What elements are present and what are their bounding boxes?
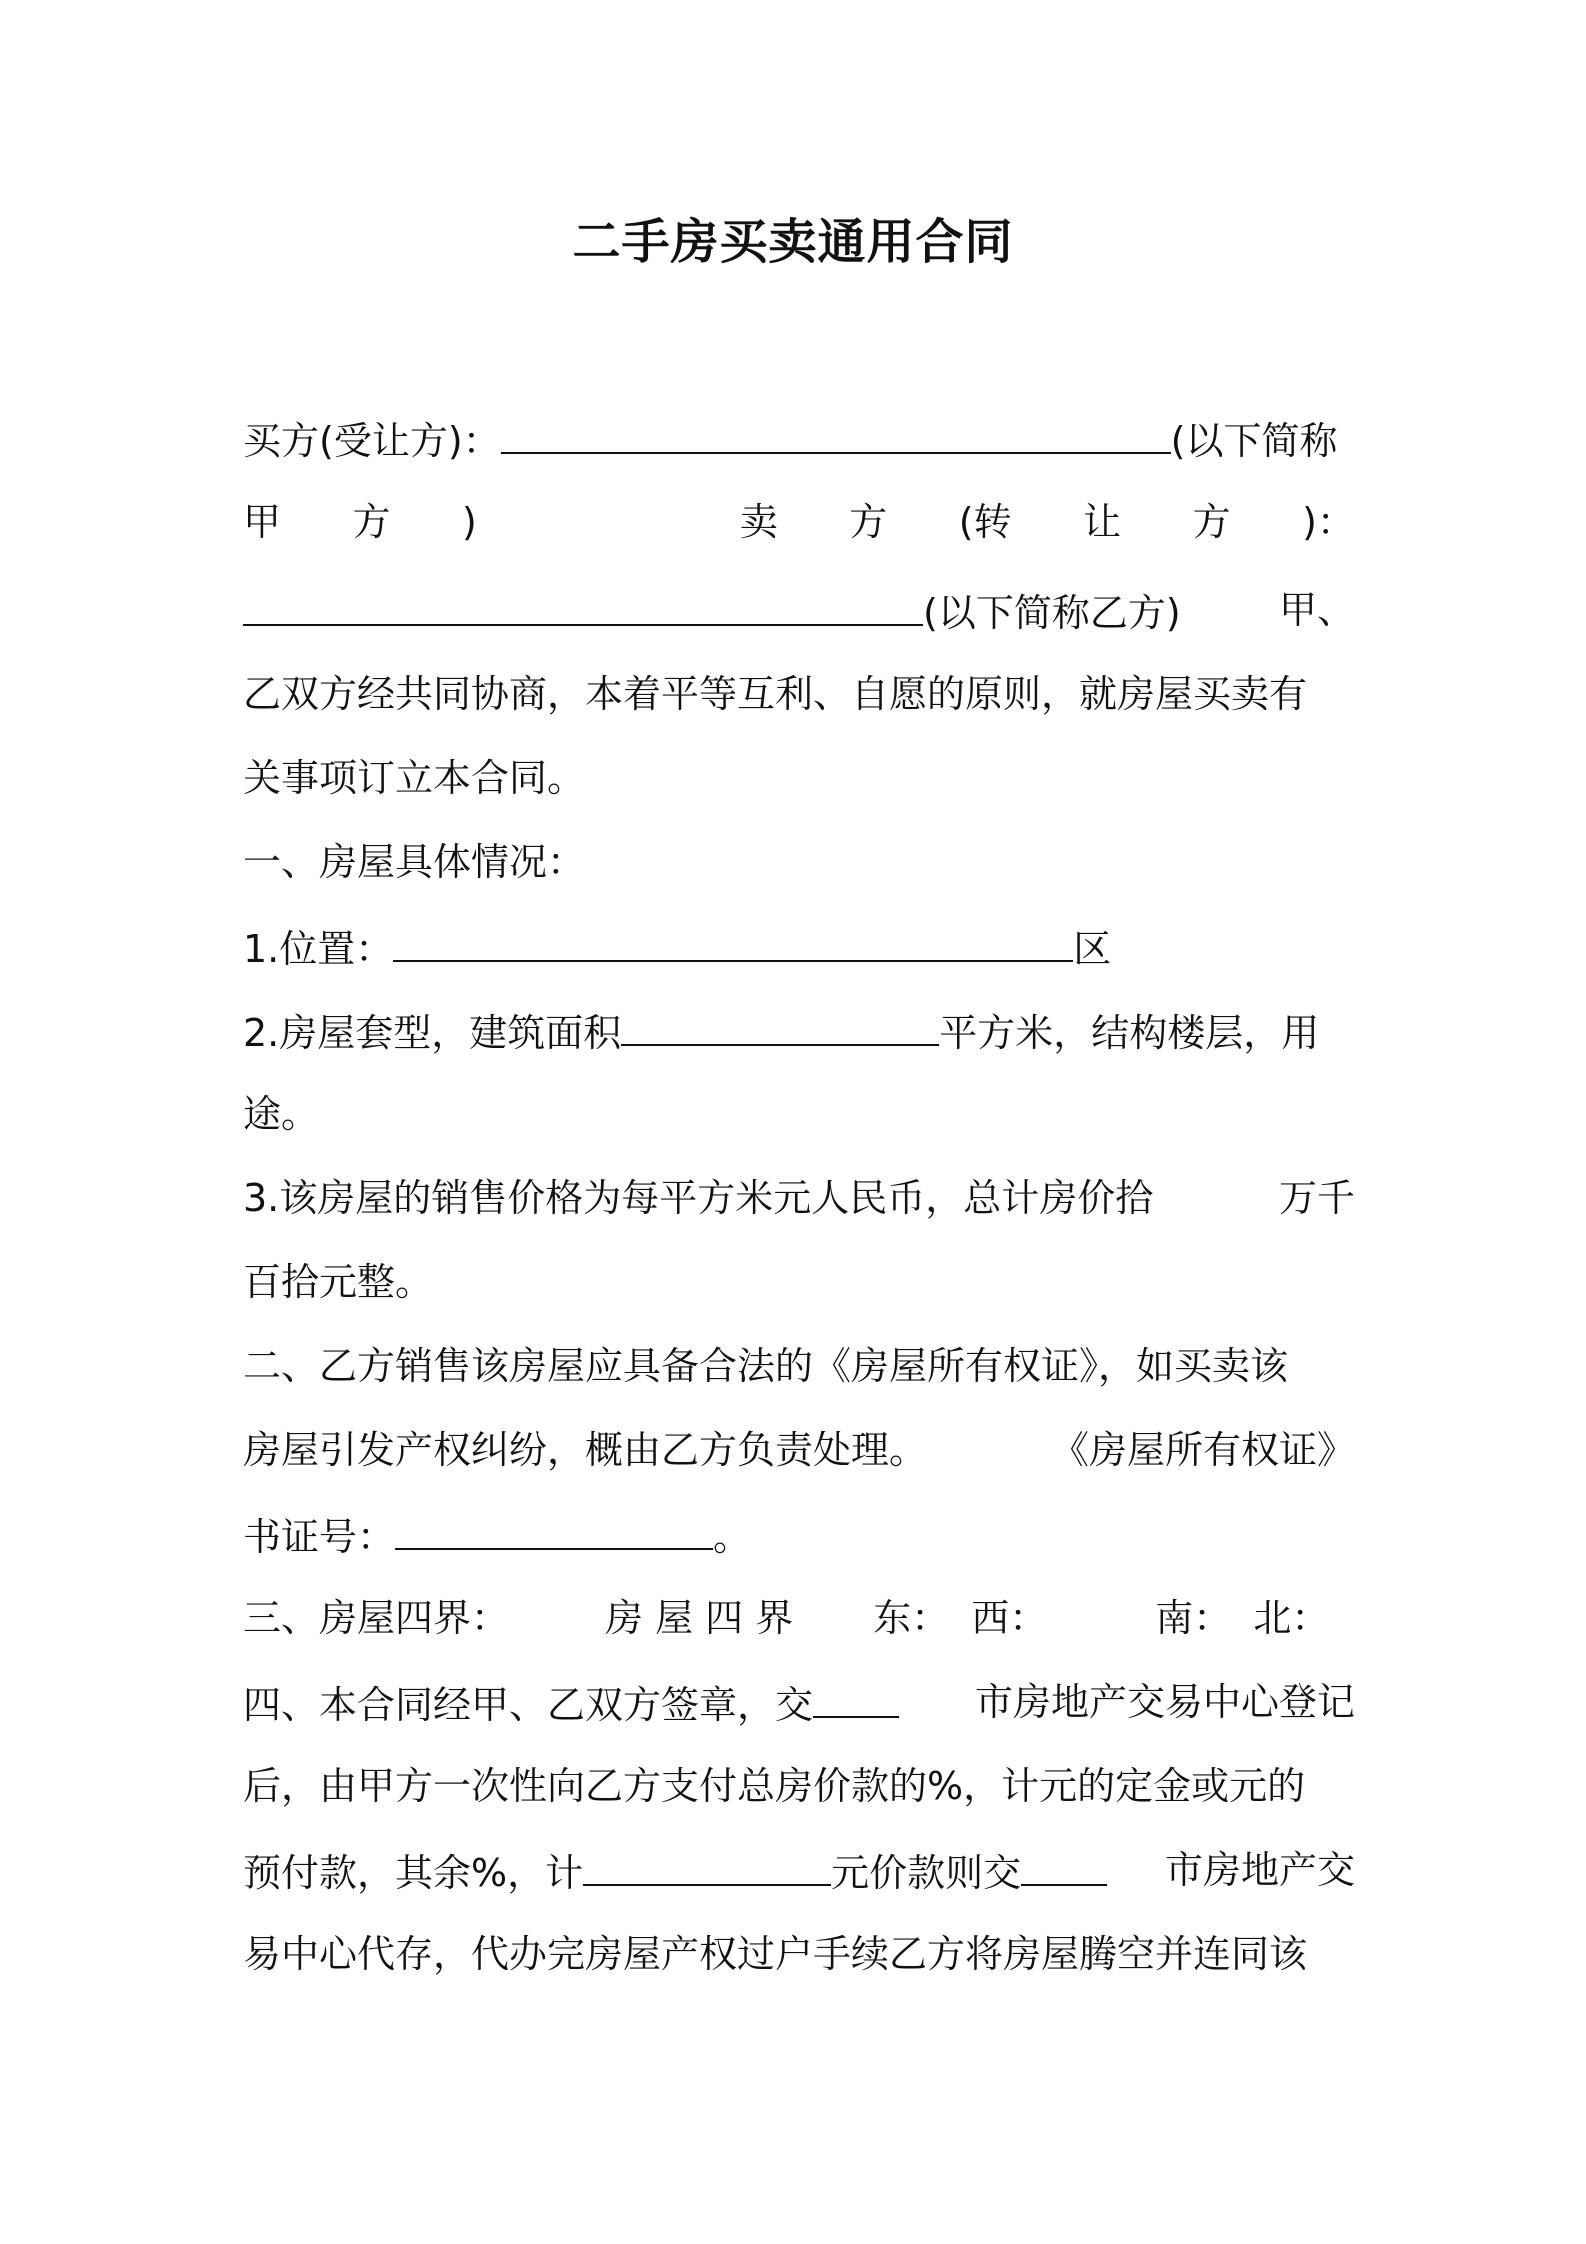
- party-label-line: [243, 492, 1355, 552]
- item2-label: 2.房屋套型，建筑面积: [243, 1011, 622, 1055]
- section4-line-3: [243, 1840, 1355, 1903]
- section4-text-a: 四、本合同经甲、乙双方签章，交: [243, 1683, 814, 1727]
- amount-blank: [583, 1840, 831, 1886]
- seller-line: [243, 580, 1355, 643]
- row2-part-4: 方: [849, 500, 888, 544]
- buyer-suffix: (以下简称: [1170, 419, 1338, 463]
- city-blank-2: [1021, 1840, 1107, 1886]
- section4-text-3c: 市房地产交: [1164, 1848, 1355, 1892]
- row2-part-5: (转: [958, 500, 1012, 544]
- seller-suffix: (以下简称乙方): [923, 591, 1181, 635]
- row2-part-6: 让: [1083, 500, 1122, 544]
- certificate-label: 书证号：: [243, 1515, 396, 1559]
- section3-label: 三、房屋四界：: [243, 1596, 510, 1640]
- section2-text-b: 《房屋所有权证》: [1050, 1428, 1355, 1472]
- section1-heading: 一、房屋具体情况：: [243, 840, 586, 884]
- item1-line: [243, 916, 1355, 979]
- item2-line: [243, 1000, 1355, 1063]
- area-blank: [621, 1000, 939, 1046]
- section4-line-2: 后，由甲方一次性向乙方支付总房价款的%，计元的定金或元的: [243, 1764, 1306, 1808]
- section4-text-3a: 预付款，其余%，计: [243, 1851, 584, 1895]
- section3-east: 东：: [873, 1596, 950, 1640]
- section3-west: 西：: [971, 1596, 1048, 1640]
- section4-text-3b: 元价款则交: [831, 1851, 1022, 1895]
- row2-part-3: 卖: [739, 500, 778, 544]
- row2-part-8: )：: [1302, 500, 1355, 544]
- item3-text-b: 万千: [1278, 1176, 1355, 1220]
- row2-gap: [548, 492, 668, 552]
- section4-line-4: 易中心代存，代办完房屋产权过户手续乙方将房屋腾空并连同该: [243, 1932, 1308, 1976]
- document-title: 二手房买卖通用合同: [572, 214, 1014, 270]
- section4-line-1: [243, 1672, 1355, 1735]
- item2-line-2: 途。: [243, 1092, 320, 1136]
- item3-text-a: 3.该房屋的销售价格为每平方米元人民币，总计房价拾: [243, 1176, 1154, 1220]
- certificate-blank: [395, 1504, 713, 1550]
- seller-blank: [243, 580, 923, 626]
- location-blank: [393, 916, 1073, 962]
- row2-part-7: 方: [1192, 500, 1231, 544]
- section3-boundaries: 房 屋 四 界: [605, 1596, 794, 1640]
- buyer-label: 买方(受让方)：: [243, 419, 501, 463]
- row2-part-0: 甲: [243, 500, 282, 544]
- section2-line-1: 二、乙方销售该房屋应具备合法的《房屋所有权证》，如买卖该: [243, 1344, 1289, 1388]
- item3-line: [243, 1168, 1355, 1228]
- section3-south: 南：: [1155, 1596, 1232, 1640]
- section2-text-a: 房屋引发产权纠纷，概由乙方负责处理。: [243, 1428, 928, 1472]
- intro-line-2: 关事项订立本合同。: [243, 756, 586, 800]
- section2-line-2: [243, 1420, 1355, 1480]
- item1-label: 1.位置：: [243, 927, 394, 971]
- row2-part-1: 方: [352, 500, 391, 544]
- certificate-suffix: 。: [713, 1515, 752, 1559]
- party-a-start: 甲、: [1278, 588, 1355, 632]
- section3-line: [243, 1588, 1355, 1648]
- item3-line-2: 百拾元整。: [243, 1260, 434, 1304]
- buyer-line: [243, 408, 1355, 471]
- section3-north: 北：: [1253, 1596, 1330, 1640]
- item1-suffix: 区: [1073, 927, 1112, 971]
- section2-line-3: [243, 1504, 1355, 1567]
- buyer-blank: [501, 408, 1171, 454]
- intro-line-1: 乙双方经共同协商，本着平等互利、自愿的原则，就房屋买卖有: [243, 672, 1308, 716]
- row2-part-2: ): [462, 500, 477, 544]
- section4-text-b: 市房地产交易中心登记: [974, 1680, 1355, 1724]
- city-blank-1: [813, 1672, 899, 1718]
- item2-suffix: 平方米，结构楼层，用: [939, 1011, 1320, 1055]
